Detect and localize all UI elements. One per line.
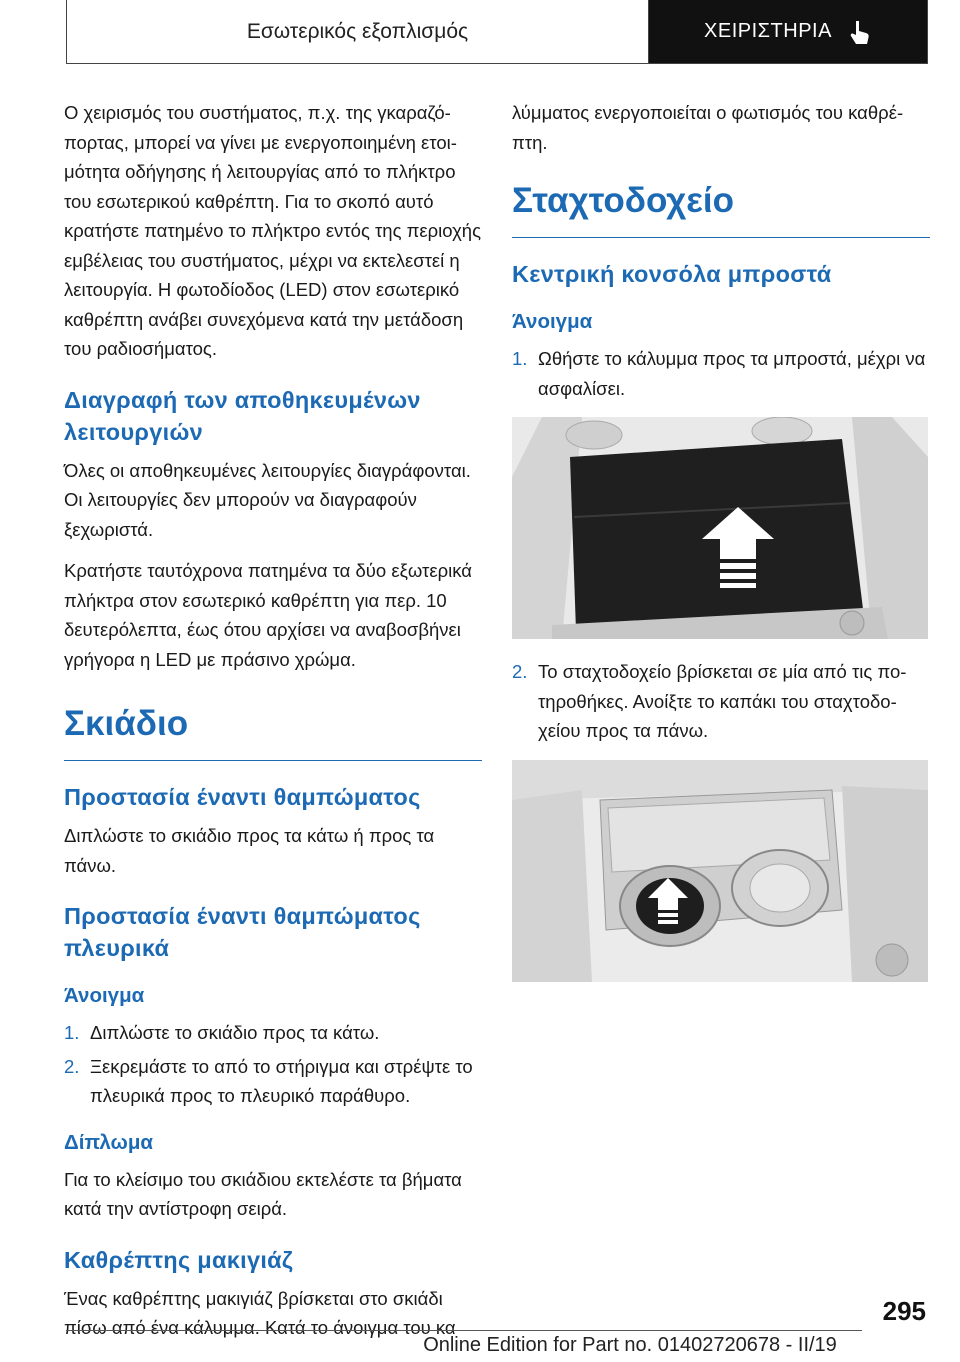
hand-pointer-icon	[846, 19, 872, 45]
list-item	[512, 344, 930, 403]
folding-heading: Δίπλωμα	[64, 1130, 153, 1154]
vanity-mirror-paragraph: Ένας καθρέπτης μακιγιάζ βρίσκεται στο σκιάδι πίσω από ένα κάλυμμα. Κατά το άνοιγμα του κα	[64, 1287, 456, 1338]
step-text: Διπλώστε το σκιάδιο προς τα κάτω.	[90, 1022, 380, 1043]
step-number: 1.	[64, 1022, 80, 1043]
section-title: Εσωτερικός εξοπλισμός	[67, 0, 649, 63]
list-item	[512, 657, 930, 746]
list-item	[64, 1018, 482, 1048]
opening-steps	[64, 1018, 482, 1111]
glare-protection-heading: Προστασία έναντι θαμπώματος	[64, 784, 421, 810]
ashtray-cupholder-illustration	[512, 760, 928, 982]
ashtray-step-2	[512, 657, 930, 746]
edition-footer: Online Edition for Part no. 01402720678 - II/19	[423, 1334, 837, 1356]
step-text: Το σταχτοδοχείο βρίσκεται σε μία από τις ποτηροθήκες. Ανοίξτε το καπάκι του σταχτοδοχείου προς τα πάνω.	[538, 661, 907, 741]
chapter-title: ΧΕΙΡΙΣΤΗΡΙΑ	[704, 20, 832, 42]
glare-protection-paragraph: Διπλώστε το σκιάδιο προς τα κάτω ή προς τα πάνω.	[64, 825, 435, 876]
ashtray-heading: Σταχτοδοχείο	[512, 181, 930, 238]
continued-paragraph: λύμματος ενεργοποιείται ο φωτισμός του καθρέπτη.	[512, 102, 904, 153]
list-item	[64, 1052, 482, 1111]
vanity-mirror-heading: Καθρέπτης μακιγιάζ	[64, 1246, 294, 1273]
side-glare-protection-heading: Προστασία έναντι θαμπώματος πλευρικά	[64, 903, 421, 961]
page-header	[66, 0, 928, 64]
center-console-heading: Κεντρική κονσόλα μπροστά	[512, 261, 832, 287]
step-number: 2.	[512, 661, 528, 682]
footer-divider	[66, 1330, 862, 1331]
sunvisor-heading: Σκιάδιο	[64, 704, 482, 761]
opening-heading: Άνοιγμα	[64, 984, 145, 1007]
step-text: Ωθήστε το κάλυμμα προς τα μπροστά, μέχρι να ασφαλίσει.	[538, 348, 926, 399]
delete-paragraph-2: Κρατήστε ταυτόχρονα πατημένα τα δύο εξωτερικά πλήκτρα στον εσωτερικό καθρέπτη για περ. 10 δευτερόλεπτα, έως ότου αρχίσει να αναβοσβήνει γρήγορα η LED με πράσινο χρώμα.	[64, 560, 472, 670]
chapter-tab	[649, 0, 927, 63]
intro-paragraph: Ο χειρισμός του συστήματος, π.χ. της γκαραζόπορτας, μπορεί να γίνει με ενεργοποιημένη ετοιμότητα οδήγησης ή λειτουργίας από το πλήκτρο του εσωτερικού καθρέπτη. Για το σκοπό αυτό κρατήστε πατημένο το πλήκτρο εντός της περιοχής εμβέλειας του συστήματος, μέχρι να εκτελεστεί η λειτουργία. Η φωτοδίοδος (LED) στον εσωτερικό καθρέπτη ανάβει συνεχόμενα κατά την μετάδοση του ραδιοσήματος.	[64, 102, 481, 359]
step-number: 1.	[512, 348, 528, 369]
folding-paragraph: Για το κλείσιμο του σκιάδιου εκτελέστε τα βήματα κατά την αντίστροφη σειρά.	[64, 1168, 462, 1219]
step-number: 2.	[64, 1055, 80, 1077]
console-cover-illustration	[512, 417, 928, 639]
ashtray-step-1	[512, 344, 930, 403]
step-text: Ξεκρεμάστε το από το στήριγμα και στρέψτε το πλευρικά προς το πλευρικό παράθυρο.	[90, 1055, 473, 1106]
delete-functions-heading: Διαγραφή των αποθηκευμένων λειτουργιών	[64, 386, 421, 445]
left-column	[64, 98, 482, 1355]
page-number: 295	[882, 1296, 926, 1326]
delete-paragraph-1: Όλες οι αποθηκευμένες λειτουργίες διαγράφονται. Οι λειτουργίες δεν μπορούν να διαγραφούν ξεχωριστά.	[64, 459, 471, 540]
ashtray-opening-heading: Άνοιγμα	[512, 310, 593, 333]
right-column	[512, 98, 930, 1000]
